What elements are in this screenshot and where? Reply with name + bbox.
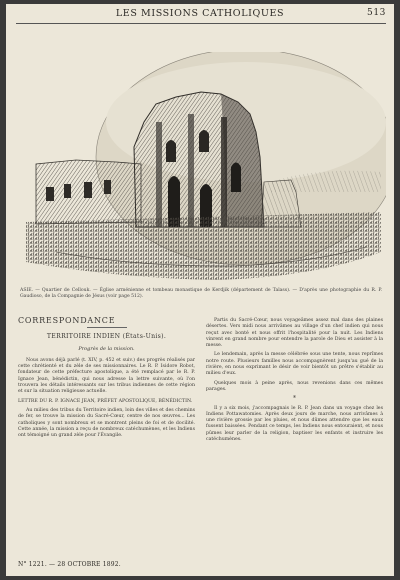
ruins-engraving [16, 52, 386, 284]
issue-footer: N° 1221. — 28 OCTOBRE 1892. [18, 561, 121, 568]
section-divider [87, 327, 127, 328]
section-star: * [293, 395, 296, 403]
progress-subtitle: Progrès de la mission. [78, 345, 135, 352]
right-paragraph-1: Partis du Sacré-Cœur, nous voyageâmes assez mal dans des plaines désertes. Vers midi nous arrivâmes au village d'un chef indien qui nous reçut avec bonté et nous offrit l'hospitalité pour la nuit. Les Indiens vinrent en grand nombre pour entendre la parole de Dieu et assister à la messe. [206, 318, 383, 349]
foreground-grass [26, 212, 381, 280]
right-paragraph-4: Il y a six mois, j'accompagnais le R. P. Jean dans un voyage chez les Indiens Pottawatomies. Après deux jours de marche, nous arrivâmes à une rivière grossie par les pluies, et nous dûmes attendre que les eaux fussent baissées. Pendant ce temps, les Indiens nous entouraient, et nous pûmes leur parler de la religion, baptiser les enfants et instruire les catéchumènes. [206, 405, 383, 443]
section-title: CORRESPONDANCE [18, 316, 116, 325]
right-paragraph-2: Le lendemain, après la messe célébrée sous une tente, nous reprîmes notre route. Plusieurs familles nous accompagnèrent jusqu'au gué de la rivière, en nous exprimant le désir de voir bientôt un prêtre s'établir au milieu d'eux. [206, 352, 383, 377]
page-header [6, 8, 394, 24]
territory-title: TERRITOIRE INDIEN (États-Unis). [46, 333, 167, 341]
intro-paragraph: Nous avons déjà parlé (t. XIV, p. 452 et suiv.) des progrès réalisés par cette chrétienté et du zèle de ses missionnaires. Le R. P. Isidore Robot, fondateur de cette préfecture apostolique, a été remplacé par le R. P. Ignace Jean, bénédictin, qui nous adresse la lettre suivante, où l'on trouvera les détails intéressants sur les tribus indiennes de cette région et sur la situation religieuse actuelle. [18, 357, 195, 395]
running-title: LES MISSIONS CATHOLIQUES [115, 8, 285, 19]
page-number: 513 [367, 8, 386, 18]
page [6, 4, 394, 576]
left-column [18, 318, 195, 442]
letter-body: Au milieu des tribus du Territoire indien, loin des villes et des chemins de fer, se trouve la mission du Sacré-Cœur, centre de nos œuvres... Les catholiques y sont nombreux et se montrent pleins de foi et de docilité. Cette année, la mission a reçu de nombreux catéchumènes, et les Indiens ont témoigné un grand zèle pour l'Évangile. [18, 407, 195, 439]
illustration-caption: ASIE. — Quartier de Cellouk. — Église arménienne et tombeau monastique de Kerdjik (département de Talass). — D'après une photographie du R. P. Gaudioso, de la Compagnie de Jésus (voir page 512). [20, 288, 382, 299]
right-paragraph-3: Quelques mois à peine après, nous revenions dans ces mêmes parages. [206, 380, 383, 392]
letter-heading: LETTRE DU R. P. IGNACE JEAN, PRÉFET APOSTOLIQUE, BÉNÉDICTIN. [18, 398, 193, 404]
right-column [206, 318, 383, 446]
header-rule [16, 23, 386, 24]
